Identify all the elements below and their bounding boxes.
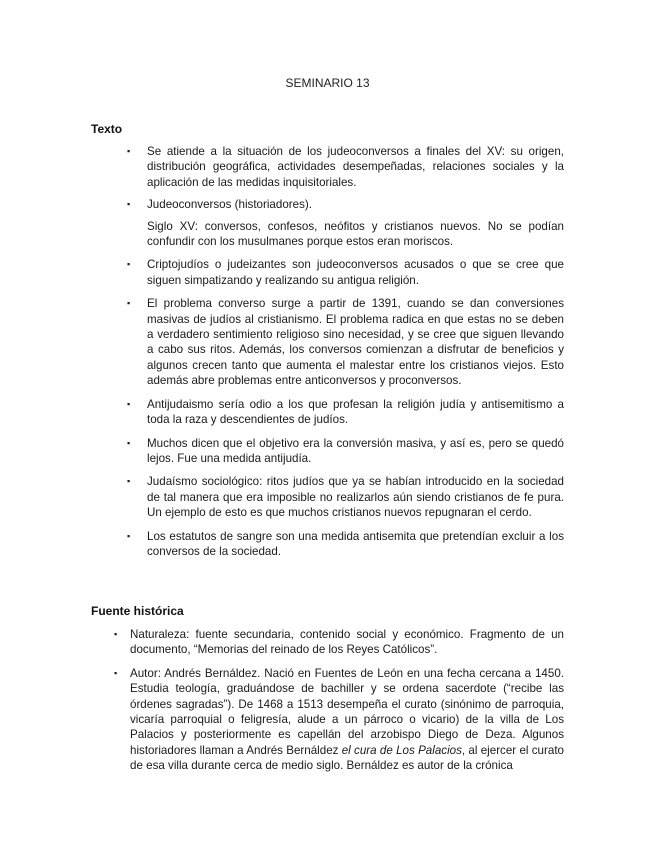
document-title: SEMINARIO 13 bbox=[285, 76, 370, 90]
author-text-end: , al ejercer el curato de esa villa durante cerca de medio siglo. Bernáldez es autor de la crónica bbox=[130, 743, 564, 773]
list-item bbox=[127, 144, 564, 190]
list-item-text: Se atiende a la situación de los judeoconversos a finales del XV: su origen, distribución geográfica, actividades desempeñadas, relaciones sociales y la aplicación de las medidas inquisitoriales. bbox=[147, 145, 564, 189]
list-item bbox=[114, 666, 564, 774]
list-item bbox=[127, 296, 564, 388]
bullet-icon: ▪ bbox=[127, 298, 131, 309]
list-item-note: Siglo XV: conversos, confesos, neófitos y cristianos nuevos. No se podían confundir con los musulmanes porque estos eran moriscos. bbox=[147, 219, 564, 249]
list-item bbox=[114, 627, 564, 658]
list-item-text-author bbox=[130, 666, 564, 774]
bullet-icon: ▪ bbox=[127, 199, 131, 210]
list-item bbox=[127, 436, 564, 467]
list-item-text: Judaísmo sociológico: ritos judíos que ya se habían introducido en la sociedad de tal manera que era imposible no realizarlos aún siendo cristianos de fe pura. Un ejemplo de esto es que muchos cristianos nuevos repugnaran el cerdo. bbox=[147, 475, 564, 520]
bullet-icon: ▪ bbox=[127, 476, 131, 487]
list-item-text: El problema converso surge a partir de 1391, cuando se dan conversiones masivas de judíos al cristianismo. El problema radica en que estas no se deben a verdadero sentimiento religioso sino necesidad, y se cree que siguen llevando a cabo sus ritos. Además, los conversos comienzan a disfrutar de beneficios y algunos crecen tanto que aumenta el malestar entre los cristianos viejos. Esto además abre problemas entre anticonversos y proconversos. bbox=[147, 297, 564, 388]
bullet-icon: ▪ bbox=[127, 437, 131, 448]
bullet-icon: ▪ bbox=[127, 398, 131, 409]
section-heading-fuente-historica: Fuente histórica bbox=[91, 604, 184, 618]
bullet-icon: ▪ bbox=[114, 667, 118, 678]
list-item-text: Criptojudíos o judeizantes son judeoconversos acusados o que se cree que siguen simpatizando y realizando su antigua religión. bbox=[147, 258, 564, 287]
list-item bbox=[127, 397, 564, 428]
list-item bbox=[127, 529, 564, 560]
list-item bbox=[127, 257, 564, 288]
bullet-icon: ▪ bbox=[127, 146, 131, 156]
author-text-italic: el cura de Los Palacios bbox=[341, 743, 462, 757]
author-text-start: Autor: Andrés Bernáldez. Nació en Fuentes de León en una fecha cercana a 1450. Estudia teología, graduándose de bachiller y se ordena sacerdote (“recibe las órdenes sagradas”). De 1468 a 1513 desempeña el curato (sinónimo de parroquia, vicaría parroquial o feligresía, alude a un párroco o vicario) de la villa de Los Palacios y posteriormente es capellán del arzobispo Diego de Deza. Algunos historiadores llaman a Andrés Bernáldez bbox=[130, 666, 564, 757]
bullet-icon: ▪ bbox=[114, 629, 118, 639]
bullet-list-fuente bbox=[114, 627, 564, 774]
list-item-text: Naturaleza: fuente secundaria, contenido social y económico. Fragmento de un documento, “Memorias del reinado de los Reyes Católicos”. bbox=[130, 628, 564, 657]
list-item-text: Antijudaismo sería odio a los que profesan la religión judía y antisemitismo a toda la raza y descendientes de judíos. bbox=[147, 397, 564, 427]
section-heading-texto: Texto bbox=[91, 122, 123, 136]
list-item-text: Muchos dicen que el objetivo era la conversión masiva, y así es, pero se quedó lejos. Fue una medida antijudía. bbox=[147, 436, 564, 465]
bullet-icon: ▪ bbox=[127, 530, 131, 541]
list-item bbox=[127, 474, 564, 520]
list-item bbox=[127, 197, 564, 249]
list-item-text: Judeoconversos (historiadores). bbox=[147, 198, 312, 212]
bullet-icon: ▪ bbox=[127, 259, 131, 270]
bullet-list-texto bbox=[127, 144, 564, 559]
list-item-text: Los estatutos de sangre son una medida antisemita que pretendían excluir a los conversos de la sociedad. bbox=[147, 529, 564, 558]
